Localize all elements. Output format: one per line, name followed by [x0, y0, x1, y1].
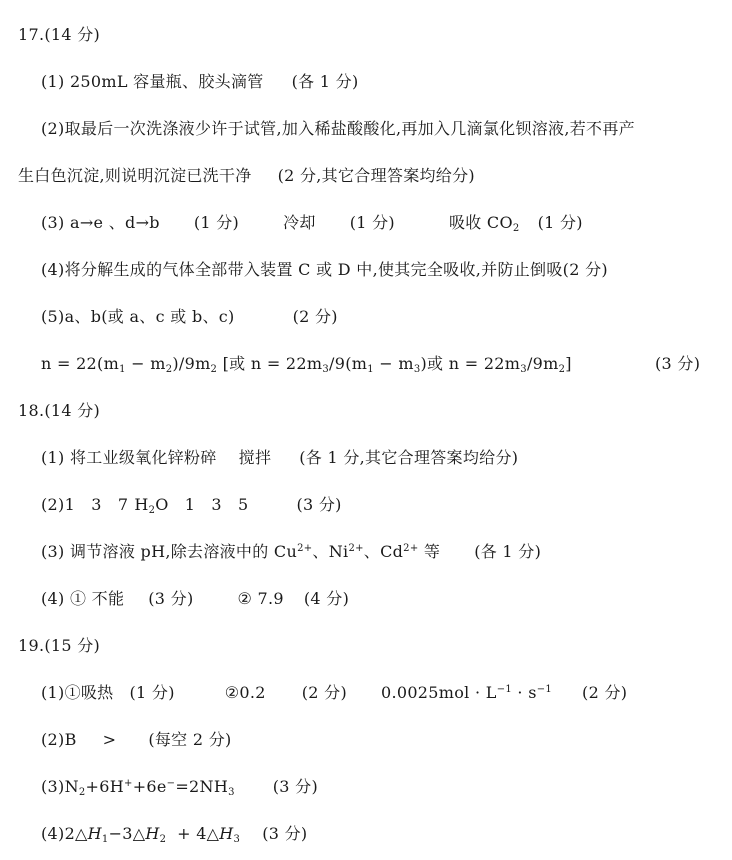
h2o-o: O — [155, 495, 169, 514]
q18-part3-tail: 等 — [418, 542, 441, 561]
formula-sub: 3 — [322, 364, 330, 375]
q18-part1-text: (1) 将工业级氧化锌粉碎 — [41, 448, 217, 467]
q19-part1-label: (1) — [41, 683, 65, 702]
q19-part1-rate: 0.0025mol · L — [380, 683, 497, 702]
q18-part2-nums2: 1 3 5 — [184, 495, 249, 514]
eq-seg: + 4△ — [166, 824, 220, 843]
q17-part4-text: (4)将分解生成的气体全部带入装置 C 或 D 中,使其完全吸收,并防止倒吸 — [41, 260, 563, 279]
h2o-sub: 2 — [148, 505, 156, 516]
q17-part3-score2: (1 分) — [349, 213, 395, 232]
q18-part3 — [41, 542, 541, 562]
q18-part4-label: (4) — [41, 589, 65, 608]
q17-part5 — [41, 307, 338, 327]
formula-seg: )/9m — [172, 354, 211, 373]
eq-var: H — [145, 824, 160, 843]
rate-sup: −1 — [496, 684, 513, 695]
formula-seg: n = 22(m — [41, 354, 120, 373]
q19-part1-score3: (2 分) — [582, 683, 628, 702]
q17-part1-score: (各 1 分) — [291, 72, 359, 91]
q18-part4-score1: (3 分) — [148, 589, 194, 608]
q19-part2-score: (每空 2 分) — [148, 730, 232, 749]
formula-sub: 2 — [558, 364, 566, 375]
ni-sup: 2+ — [348, 543, 364, 554]
eq-seg: =2NH — [175, 777, 229, 796]
q17-part2-text: 生白色沉淀,则说明沉淀已洗干净 — [18, 166, 252, 185]
q17-part3-b: b — [149, 213, 160, 232]
q19-part4-score: (3 分) — [262, 824, 308, 843]
q17-part3-label: (3) — [41, 213, 65, 232]
q18-part4-score2: (4 分) — [303, 589, 350, 608]
q19-part4 — [41, 824, 307, 844]
eq-seg: (3)N — [41, 777, 79, 796]
eq-var: H — [219, 824, 234, 843]
q17-part4-score: (2 分) — [562, 260, 608, 279]
eq-sub: 2 — [78, 787, 86, 798]
formula-seg: ] — [565, 354, 572, 373]
q17-part5-formula — [41, 354, 572, 374]
formula-seg: − m — [125, 354, 166, 373]
q18-part1 — [41, 448, 518, 468]
q17-part3-d: d — [125, 213, 136, 232]
q18-part3-cd: 、Cd — [363, 542, 404, 561]
q17-part3-sep: 、 — [108, 213, 126, 232]
q19-part3 — [41, 777, 318, 797]
q17-part3-score3: (1 分) — [537, 213, 583, 232]
q19-part2-gt: > — [102, 730, 117, 749]
q18-part2-label: (2) — [41, 495, 65, 514]
h2o-h: H — [134, 495, 149, 514]
formula-seg: − m — [373, 354, 414, 373]
q19-part2 — [41, 730, 232, 750]
q18-part2-score: (3 分) — [296, 495, 342, 514]
arrow-icon: → — [79, 213, 94, 232]
eq-sub: 2 — [159, 834, 167, 845]
eq-sub: 1 — [101, 834, 109, 845]
q17-part3 — [41, 213, 583, 233]
eq-seg: +6H — [85, 777, 124, 796]
q17-part4 — [41, 260, 608, 280]
eq-seg: +6e — [132, 777, 167, 796]
q17-part3-score1: (1 分) — [193, 213, 240, 232]
q17-part2-line2 — [18, 166, 475, 186]
q17-part3-e: e — [93, 213, 104, 232]
eq-sub: 3 — [228, 787, 235, 798]
q19-part1-score1: (1 分) — [129, 683, 175, 702]
rate-sup: −1 — [536, 684, 553, 695]
eq-sub: 3 — [233, 834, 241, 845]
formula-seg: [或 n = 22m — [217, 354, 323, 373]
q17-part2-line1: (2)取最后一次洗涤液少许于试管,加入稀盐酸酸化,再加入几滴氯化钡溶液,若不再产 — [41, 119, 635, 138]
q18-part1-score: (各 1 分,其它合理答案均给分) — [299, 448, 519, 467]
rate-mid: · s — [512, 683, 537, 702]
eq-seg: (4)2△ — [41, 824, 88, 843]
q19-part2-label: (2)B — [41, 730, 77, 749]
q17-part5-formula-score: (3 分) — [655, 354, 701, 373]
formula-sub: 1 — [367, 364, 374, 375]
formula-sub: 3 — [413, 364, 421, 375]
q17-header: 17.(14 分) — [18, 25, 101, 44]
q19-part3-score: (3 分) — [272, 777, 319, 796]
q17-part2-score: (2 分,其它合理答案均给分) — [277, 166, 475, 185]
arrow-icon: → — [135, 213, 150, 232]
q18-part3-text: (3) 调节溶液 pH,除去溶液中的 Cu — [41, 542, 298, 561]
eq-sup: + — [124, 778, 133, 789]
formula-seg: )或 n = 22m — [420, 354, 521, 373]
q17-part5-text: (5)a、b(或 a、c 或 b、c) — [41, 307, 235, 326]
q17-part3-absorb: 吸收 CO — [448, 213, 513, 232]
q19-part1-score2: (2 分) — [301, 683, 347, 702]
formula-seg: /9(m — [329, 354, 368, 373]
q18-header: 18.(14 分) — [18, 401, 101, 420]
formula-seg: /9m — [526, 354, 559, 373]
q17-part3-absorb-sub: 2 — [512, 223, 520, 234]
q18-part2-nums: 1 3 7 — [64, 495, 129, 514]
q18-part4-c2: ② 7.9 — [237, 589, 284, 608]
eq-sup: − — [166, 778, 176, 789]
q18-part2 — [41, 495, 342, 515]
eq-seg: −3△ — [108, 824, 146, 843]
cd-sup: 2+ — [403, 543, 419, 554]
q19-header: 19.(15 分) — [18, 636, 101, 655]
formula-sub: 3 — [520, 364, 527, 375]
cu-sup: 2+ — [297, 543, 313, 554]
q18-part4-c1: ① 不能 — [69, 589, 125, 608]
formula-sub: 2 — [210, 364, 218, 375]
formula-sub: 1 — [119, 364, 126, 375]
q17-part1 — [41, 72, 359, 92]
q19-part1-c2: ②0.2 — [224, 683, 266, 702]
q18-part1-stir: 搅拌 — [238, 448, 272, 467]
eq-var: H — [87, 824, 102, 843]
q18-part3-ni: 、Ni — [312, 542, 349, 561]
q17-part5-score: (2 分) — [292, 307, 338, 326]
q17-part1-text: (1) 250mL 容量瓶、胶头滴管 — [41, 72, 264, 91]
q17-part3-a: a — [69, 213, 80, 232]
q19-part1-c1: ①吸热 — [64, 683, 114, 702]
q19-part1 — [41, 683, 627, 703]
q18-part3-score: (各 1 分) — [474, 542, 542, 561]
formula-sub: 2 — [165, 364, 173, 375]
q18-part4 — [41, 589, 349, 609]
q17-part3-cool: 冷却 — [283, 213, 316, 232]
